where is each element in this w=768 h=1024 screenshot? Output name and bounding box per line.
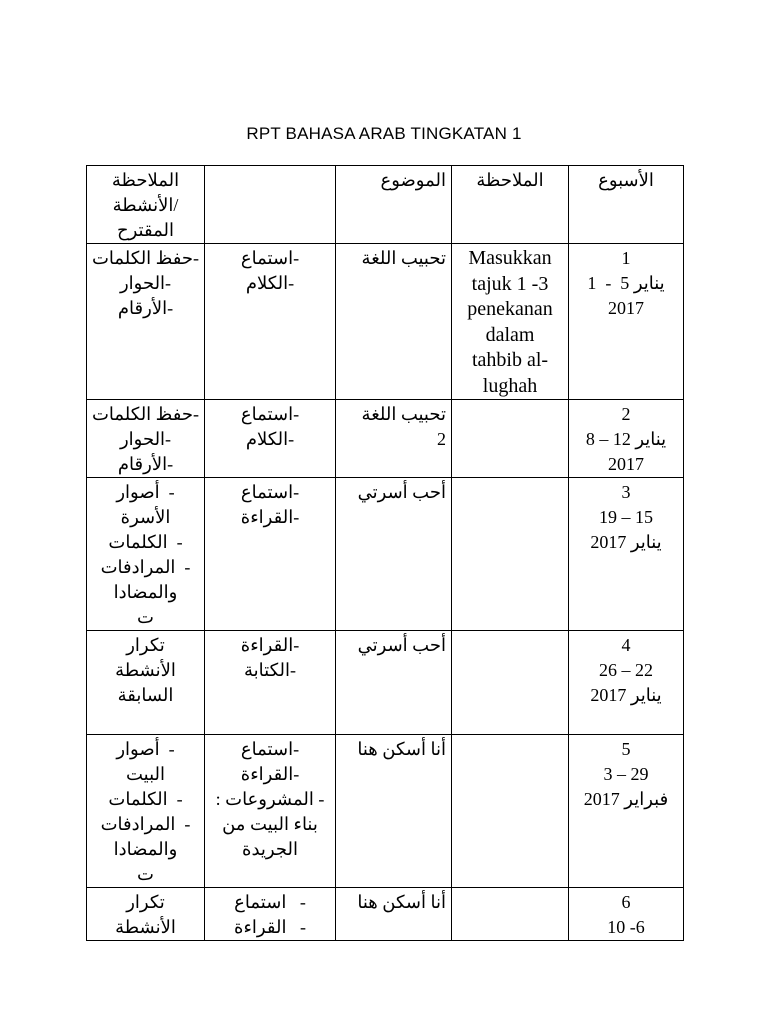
cell-text-line: الملاحظة (476, 170, 544, 190)
notes-cell (87, 631, 205, 735)
cell-text-line: المقترح (117, 220, 174, 240)
cell-text-line: tahbib al- (471, 349, 549, 371)
cell-text-line: الأسرة (120, 507, 171, 527)
cell-text-line: /الأنشطة (112, 195, 179, 215)
cell-text-line: 1 - 5 يناير (587, 273, 665, 293)
cell-text-line: 26 – 22 (599, 660, 653, 680)
cell-text-line: -الكتابة (244, 660, 296, 680)
cell-text-line: Masukkan (468, 247, 552, 269)
remark-cell (452, 244, 569, 400)
topic-cell (336, 735, 452, 888)
cell-text-line: الأنشطة (115, 917, 176, 937)
cell-text-line: -استماع (240, 739, 300, 759)
cell-text-line: - الكلمات (108, 532, 183, 552)
cell-text-line: -الأرقام (117, 454, 174, 474)
week-cell (569, 478, 684, 631)
header-week-cell (569, 166, 684, 244)
skill-cell (205, 244, 336, 400)
notes-cell (87, 244, 205, 400)
week-cell (569, 400, 684, 478)
cell-text-line: تحبيب اللغة (361, 248, 446, 268)
cell-text-line: dalam (485, 323, 535, 346)
table-header-row (87, 166, 684, 244)
remark-cell (452, 735, 569, 888)
cell-text-line: تحبيب اللغة (361, 404, 446, 424)
cell-text-line: 8 – 12 يناير (585, 429, 667, 449)
cell-text-line: -استماع (240, 404, 300, 424)
cell-text-line: تكرار (126, 892, 165, 912)
cell-text-line: -القراءة (240, 764, 300, 784)
lesson-plan-table (86, 165, 684, 941)
cell-text-line: والمضادا (113, 582, 178, 602)
cell-text-line: - القراءة (234, 917, 306, 937)
cell-text-line: الملاحظة (111, 170, 180, 190)
cell-text-line: -القراءة (240, 507, 300, 527)
cell-text-line: -استماع (240, 482, 300, 502)
table-row (87, 478, 684, 631)
week-cell (569, 631, 684, 735)
cell-text-line: يناير 2017 (590, 532, 662, 552)
cell-text-line: ت (137, 864, 154, 884)
cell-text-line: السابقة (117, 685, 174, 705)
cell-text-line: -الحوار (119, 429, 172, 449)
week-cell (569, 735, 684, 888)
cell-text-line: فبراير 2017 (583, 789, 669, 809)
week-cell (569, 244, 684, 400)
topic-cell (336, 478, 452, 631)
cell-text-line: -الحوار (119, 273, 172, 293)
cell-text-line: - المرادفات (100, 557, 191, 577)
cell-text-line: والمضادا (113, 839, 178, 859)
cell-text-line: - المرادفات (100, 814, 191, 834)
table-row (87, 244, 684, 400)
cell-text-line: الموضوع (380, 170, 446, 190)
cell-text-line: tajuk 1 -3 (471, 272, 549, 295)
cell-text-line: الأنشطة (115, 660, 176, 680)
remark-cell (452, 888, 569, 941)
cell-text-line: - استماع (234, 892, 306, 912)
cell-text-line: - المشروعات : (215, 789, 325, 809)
table-row (87, 888, 684, 941)
topic-cell (336, 244, 452, 400)
cell-text-line: 4 (621, 635, 631, 655)
cell-text-line: -القراءة (240, 635, 300, 655)
notes-cell (87, 478, 205, 631)
cell-text-line: - أصوار (116, 482, 175, 502)
cell-text-line: الجريدة (242, 839, 298, 859)
cell-text-line: -استماع (240, 248, 300, 268)
cell-text-line: 1 (621, 248, 631, 268)
notes-cell (87, 400, 205, 478)
cell-text-line: 3 (621, 482, 631, 502)
remark-cell (452, 631, 569, 735)
topic-cell (336, 400, 452, 478)
header-topic-cell (336, 166, 452, 244)
cell-text-line: أحب أسرتي (357, 482, 446, 502)
skill-cell (205, 735, 336, 888)
cell-text-line: -الكلام (245, 273, 295, 293)
table-row (87, 735, 684, 888)
notes-cell (87, 735, 205, 888)
skill-cell (205, 888, 336, 941)
cell-text-line: - أصوار (116, 739, 175, 759)
week-cell (569, 888, 684, 941)
cell-text-line: 3 – 29 (603, 764, 649, 784)
cell-text-line: يناير 2017 (590, 685, 662, 705)
cell-text-line: الأسبوع (598, 170, 654, 190)
cell-text-line: 10 -6 (607, 917, 645, 937)
cell-text-line: أنا أسكن هنا (357, 892, 446, 912)
cell-text-line: البيت (125, 764, 166, 784)
cell-text-line: 19 – 15 (599, 507, 653, 527)
cell-text-line: penekanan (467, 298, 553, 320)
table-row (87, 631, 684, 735)
cell-text-line: -حفظ الكلمات (91, 248, 199, 268)
cell-text-line: - الكلمات (108, 789, 183, 809)
header-skill-cell (205, 166, 336, 244)
skill-cell (205, 478, 336, 631)
cell-text-line: -حفظ الكلمات (91, 404, 199, 424)
cell-text-line: 2 (621, 404, 631, 424)
notes-cell (87, 888, 205, 941)
cell-text-line: lughah (482, 374, 538, 397)
cell-text-line: بناء البيت من (222, 814, 318, 834)
cell-text-line: 2017 (608, 454, 644, 474)
remark-cell (452, 478, 569, 631)
header-notes-cell (87, 166, 205, 244)
skill-cell (205, 631, 336, 735)
cell-text-line: -الأرقام (117, 298, 174, 318)
table-row (87, 400, 684, 478)
header-remark-cell (452, 166, 569, 244)
cell-text-line: 5 (621, 739, 631, 759)
cell-text-line: -الكلام (245, 429, 295, 449)
cell-text-line: 2 (437, 429, 446, 449)
cell-text-line: 6 (621, 892, 631, 912)
remark-cell (452, 400, 569, 478)
topic-cell (336, 888, 452, 941)
cell-text-line: 2017 (608, 298, 644, 318)
cell-text-line: ت (137, 607, 154, 627)
page-title: RPT BAHASA ARAB TINGKATAN 1 (246, 124, 522, 143)
topic-cell (336, 631, 452, 735)
cell-text-line: تكرار (126, 635, 165, 655)
skill-cell (205, 400, 336, 478)
cell-text-line: أنا أسكن هنا (357, 739, 446, 759)
cell-text-line: أحب أسرتي (357, 635, 446, 655)
